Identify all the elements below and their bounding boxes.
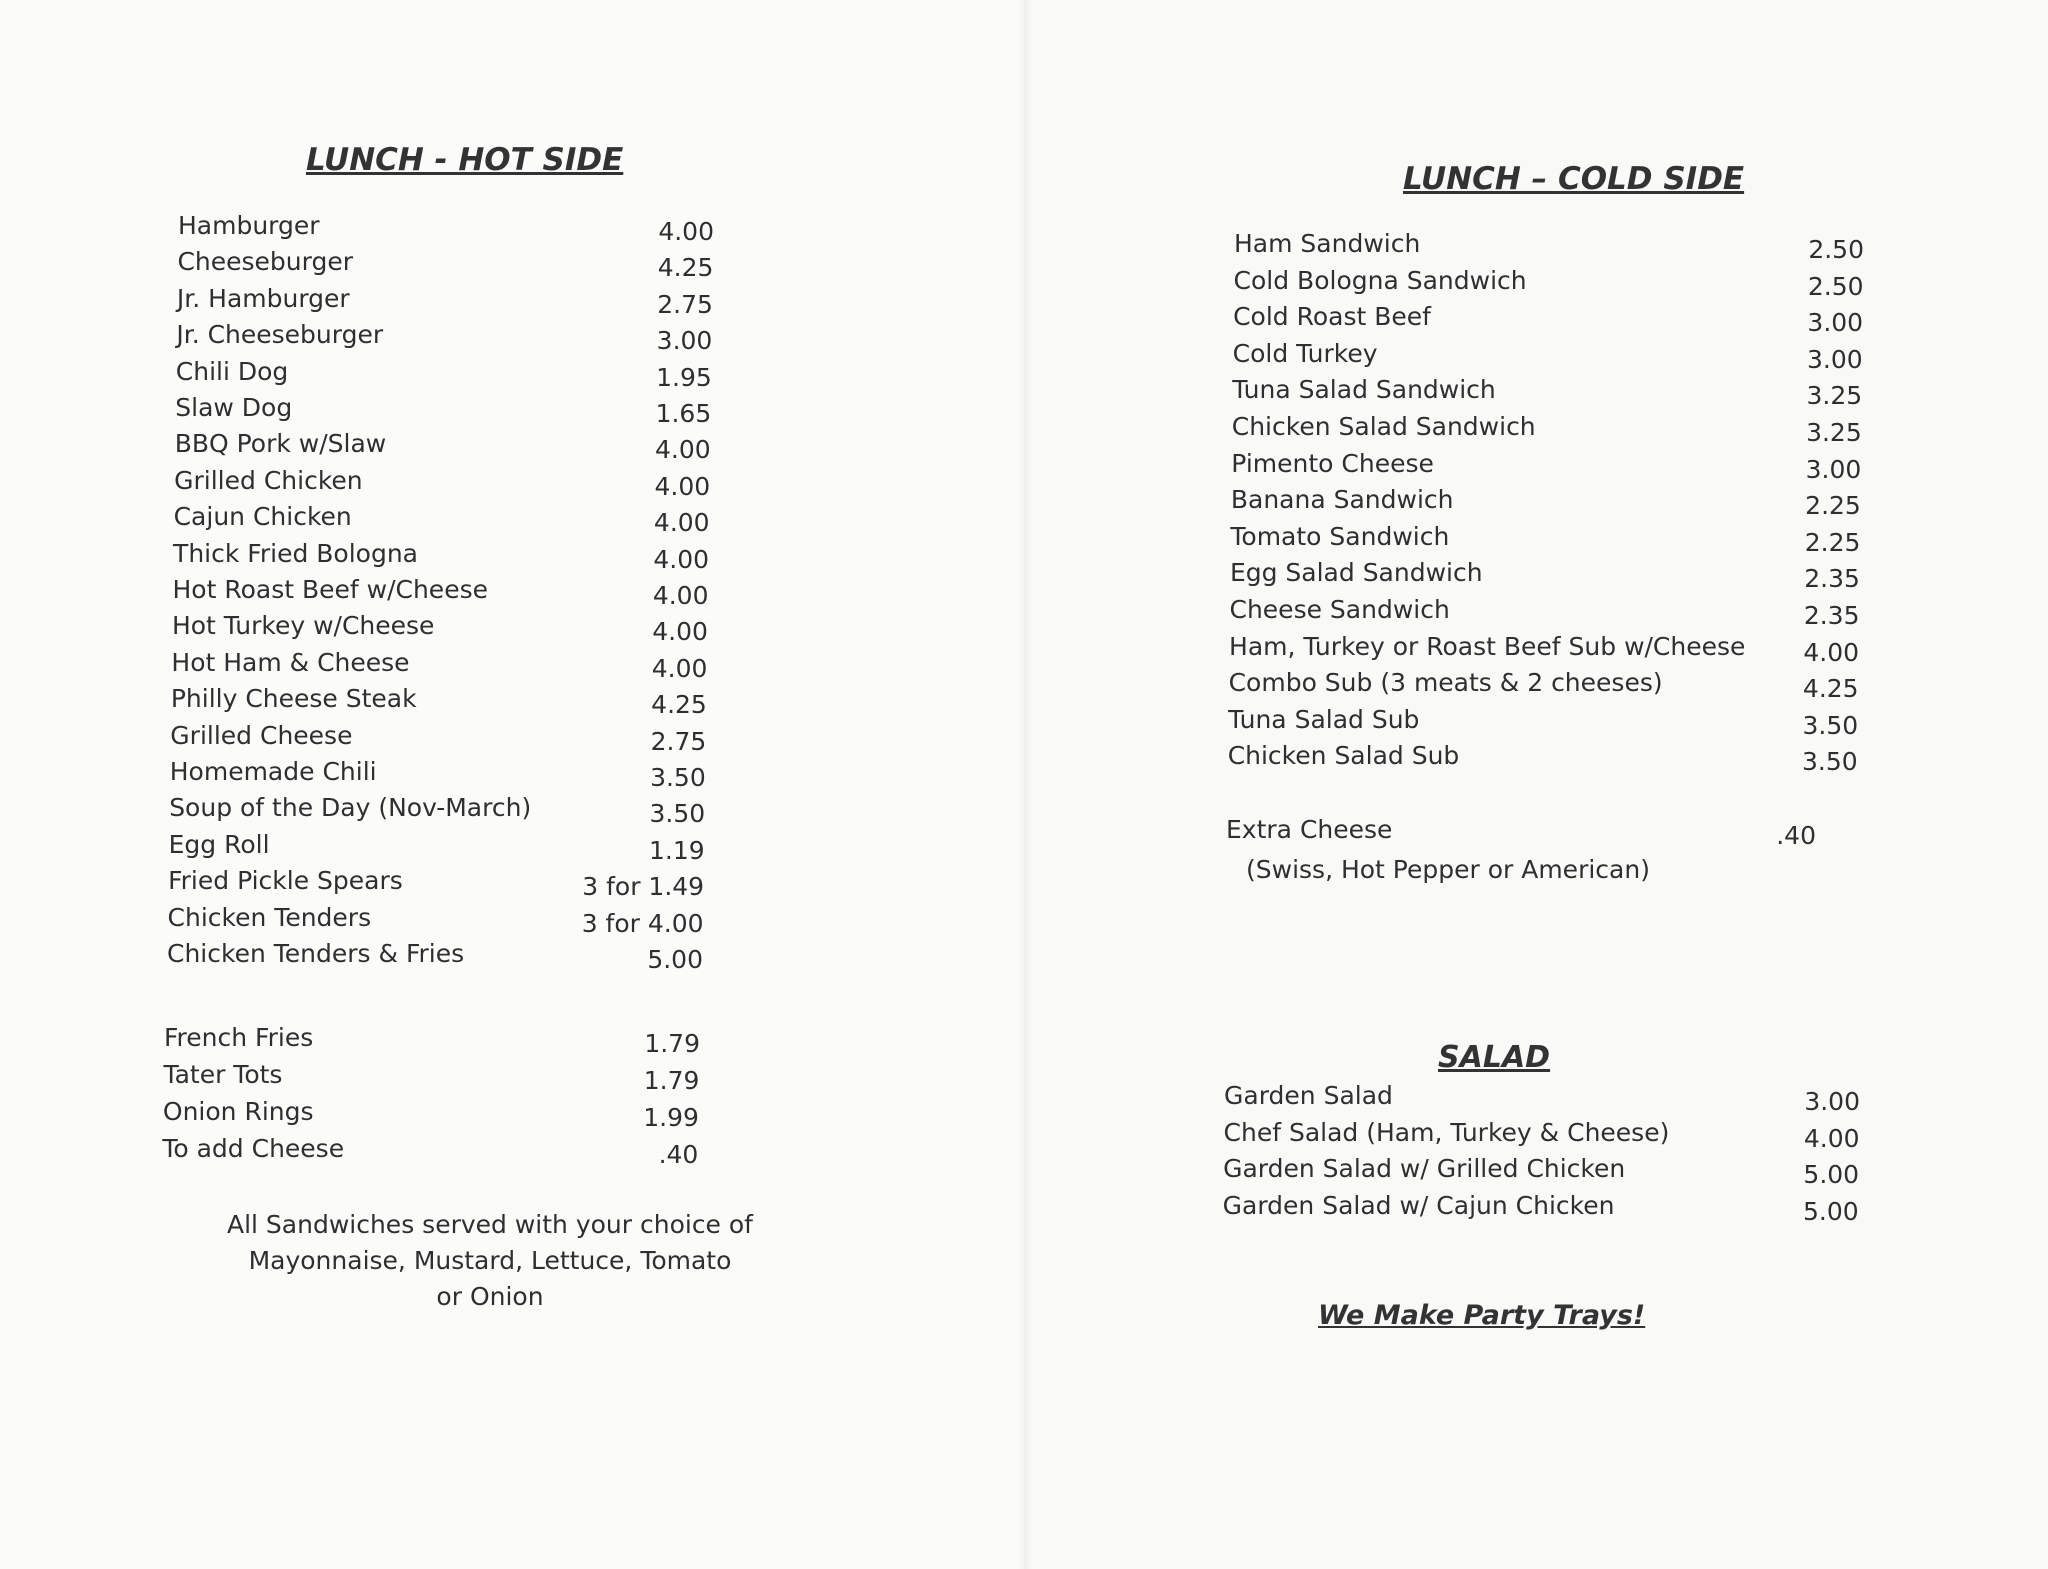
cold-side-item-name: Ham, Turkey or Roast Beef Sub w/Cheese (1229, 631, 1746, 661)
cold-side-item-name: Tuna Salad Sub (1228, 704, 1420, 734)
hot-side-item-name: Egg Roll (168, 829, 270, 859)
hot-side-item-name: Hot Ham & Cheese (171, 647, 410, 677)
cold-side-item-price: 2.50 (1807, 271, 1864, 301)
cold-side-item-price: 3.00 (1806, 344, 1863, 374)
salad-item-name: Chef Salad (Ham, Turkey & Cheese) (1223, 1117, 1670, 1147)
hot-side-extra-item-name: French Fries (164, 1023, 314, 1052)
hot-side-extra-item-price: 1.79 (644, 1029, 700, 1058)
hot-side-item-name: BBQ Pork w/Slaw (174, 429, 387, 459)
salad-item (1224, 1115, 1860, 1151)
hot-side-item-price: 4.00 (652, 581, 709, 610)
salad-item-name: Garden Salad (1224, 1081, 1393, 1110)
note-line-1: All Sandwiches served with your choice of (226, 1210, 753, 1239)
salad-item (1223, 1188, 1859, 1224)
hot-side-item-price: 4.00 (653, 508, 710, 538)
party-trays-tagline: We Make Party Trays! (1318, 1300, 1646, 1331)
hot-side-item-name: Soup of the Day (Nov-March) (169, 793, 532, 823)
cold-side-item-name: Cold Turkey (1232, 338, 1378, 368)
cold-side-item-name: Tuna Salad Sandwich (1232, 375, 1496, 405)
cold-side-item-name: Tomato Sandwich (1230, 521, 1450, 551)
salad-item-price: 5.00 (1803, 1160, 1860, 1189)
hot-side-item-name: Slaw Dog (175, 393, 293, 422)
salad-heading: SALAD (1438, 1040, 1551, 1075)
cold-side-item-name: Pimento Cheese (1231, 448, 1434, 478)
hot-side-item-name: Chicken Tenders & Fries (167, 939, 465, 968)
cold-side-item-price: 2.25 (1805, 491, 1861, 521)
hot-side-heading: LUNCH - HOT SIDE (306, 142, 624, 178)
hot-side-item-price: 2.75 (657, 289, 713, 319)
hot-side-item-name: Fried Pickle Spears (168, 866, 403, 896)
cold-side-item-price: 3.50 (1802, 747, 1858, 777)
hot-side-item-name: Grilled Cheese (170, 720, 353, 750)
extra-cheese-price: .40 (1776, 821, 1816, 850)
cold-side-item-price: 2.35 (1804, 564, 1860, 594)
hot-side-extra-item-price: 1.99 (643, 1103, 699, 1132)
hot-side-item-name: Hamburger (178, 211, 320, 240)
extra-cheese-name: Extra Cheese (1226, 815, 1393, 844)
cold-side-item-name: Cold Roast Beef (1233, 302, 1431, 332)
hot-side-item-price: 4.00 (651, 653, 708, 683)
cold-side-item-price: 2.35 (1803, 601, 1860, 630)
hot-side-extra-item-name: To add Cheese (162, 1134, 345, 1163)
hot-side-item-name: Hot Roast Beef w/Cheese (172, 575, 488, 604)
hot-side-extra-item-name: Tater Tots (163, 1060, 283, 1089)
hot-side-item-name: Jr. Cheeseburger (176, 320, 384, 350)
hot-side-item-name: Chili Dog (175, 356, 289, 386)
hot-side-item-price: 2.75 (650, 726, 707, 756)
hot-side-item-price: 3.50 (650, 763, 706, 792)
cold-side-item-name: Cold Bologna Sandwich (1233, 265, 1527, 295)
cold-side-item-price: 3.25 (1806, 418, 1862, 447)
hot-side-item-name: Homemade Chili (169, 757, 377, 786)
hot-side-item-name: Chicken Tenders (167, 902, 372, 932)
hot-side-item-price: 4.00 (654, 471, 711, 501)
cold-side-item-price: 3.25 (1806, 381, 1863, 411)
salad-item-name: Garden Salad w/ Grilled Chicken (1223, 1154, 1626, 1183)
hot-side-item-price: 4.00 (652, 617, 708, 647)
cold-side-item-price: 2.25 (1804, 527, 1861, 557)
note-line-3: or Onion (436, 1282, 544, 1311)
cold-side-item-price: 3.00 (1805, 454, 1862, 484)
cold-side-item-price: 3.50 (1802, 710, 1859, 740)
salad-item (1223, 1151, 1859, 1187)
hot-side-item-price: 4.00 (658, 217, 714, 246)
hot-side-extra-item-price: .40 (658, 1140, 699, 1169)
cold-side-item-name: Chicken Salad Sandwich (1231, 412, 1536, 441)
hot-side-item-price: 3.00 (656, 326, 713, 356)
hot-side-item-price: 1.19 (648, 835, 705, 865)
hot-side-extra-item-name: Onion Rings (162, 1097, 314, 1126)
cold-side-heading: LUNCH – COLD SIDE (1403, 161, 1745, 197)
hot-side-item-price: 3 for 1.49 (582, 872, 705, 902)
hot-side-item-name: Jr. Hamburger (176, 283, 350, 313)
hot-side-item-name: Thick Fried Bologna (173, 538, 418, 568)
hot-side-item-price: 3 for 4.00 (581, 908, 704, 938)
salad-item-price: 3.00 (1804, 1087, 1860, 1116)
cold-side-item-name: Egg Salad Sandwich (1229, 558, 1483, 588)
hot-side-item-name: Cajun Chicken (173, 502, 352, 532)
cold-side-item-name: Combo Sub (3 meats & 2 cheeses) (1228, 668, 1663, 698)
hot-side-item-name: Philly Cheese Steak (170, 684, 417, 714)
salad-item (1224, 1078, 1860, 1114)
hot-side-extra-item-price: 1.79 (643, 1066, 700, 1095)
hot-side-item-price: 4.00 (655, 435, 711, 465)
salad-item-price: 5.00 (1802, 1196, 1859, 1226)
note-line-2: Mayonnaise, Mustard, Lettuce, Tomato (248, 1246, 732, 1275)
cold-side-item-price: 2.50 (1808, 235, 1864, 264)
salad-item-price: 4.00 (1803, 1123, 1860, 1153)
hot-side-item-name: Grilled Chicken (174, 465, 363, 495)
hot-side-item-price: 4.25 (651, 690, 707, 720)
hot-side-item-price: 1.95 (656, 362, 712, 392)
hot-side-item-price: 1.65 (655, 399, 712, 428)
hot-side-item-price: 5.00 (647, 945, 703, 974)
hot-side-item-name: Hot Turkey w/Cheese (171, 611, 435, 641)
hot-side-item-price: 4.25 (657, 253, 714, 283)
cold-side-item-name: Chicken Salad Sub (1227, 741, 1460, 771)
cold-side-item-name: Banana Sandwich (1230, 485, 1454, 515)
extra-cheese-options: (Swiss, Hot Pepper or American) (1246, 855, 1650, 884)
hot-side-item-name: Cheeseburger (177, 247, 353, 277)
cold-side-item-price: 4.25 (1802, 674, 1859, 704)
salad-item-name: Garden Salad w/ Cajun Chicken (1222, 1190, 1615, 1220)
cold-side-item-name: Cheese Sandwich (1229, 595, 1450, 624)
hot-side-item-price: 4.00 (653, 544, 710, 574)
cold-side-item-price: 3.00 (1807, 308, 1864, 338)
cold-side-item-price: 4.00 (1803, 637, 1860, 667)
hot-side-item-price: 3.50 (649, 799, 706, 829)
cold-side-item-name: Ham Sandwich (1234, 229, 1421, 258)
